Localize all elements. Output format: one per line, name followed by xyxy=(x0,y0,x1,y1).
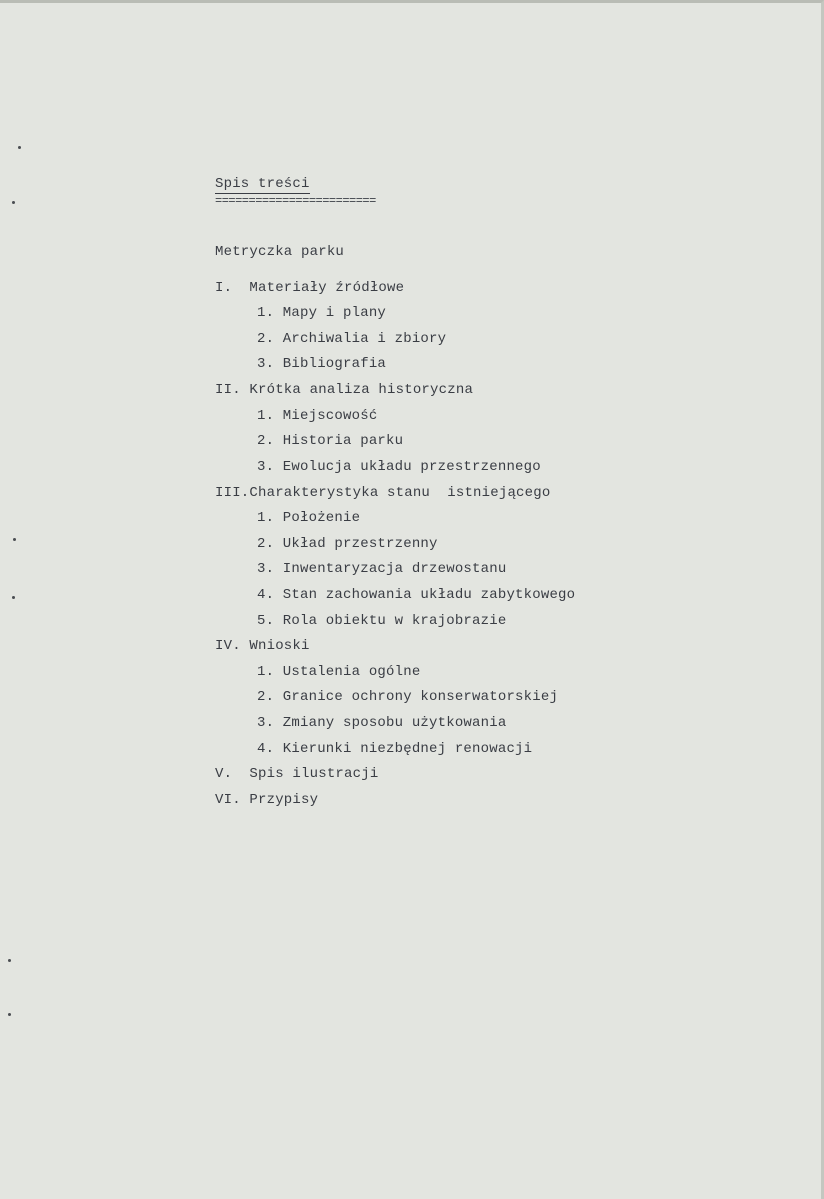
toc-subsection: 2. Archiwalia i zbiory xyxy=(257,331,447,347)
toc-subsection: 2. Granice ochrony konserwatorskiej xyxy=(257,689,559,705)
toc-section: V. Spis ilustracji xyxy=(215,766,379,782)
table-of-contents xyxy=(215,175,576,808)
toc-subsection: 4. Stan zachowania układu zabytkowego xyxy=(257,587,576,603)
toc-section: VI. Przypisy xyxy=(215,792,319,808)
toc-subsection: 5. Rola obiektu w krajobrazie xyxy=(257,613,507,629)
toc-subsection: 3. Inwentaryzacja drzewostanu xyxy=(257,561,507,577)
paper-speck xyxy=(8,1013,11,1016)
toc-subsection: 1. Miejscowość xyxy=(257,408,378,424)
toc-section: I. Materiały źródłowe xyxy=(215,280,405,296)
toc-section: Metryczka parku xyxy=(215,244,345,260)
toc-subsection: 3. Zmiany sposobu użytkowania xyxy=(257,715,507,731)
toc-subsection: 1. Mapy i plany xyxy=(257,305,387,321)
paper-speck xyxy=(13,538,16,541)
toc-subsection: 3. Ewolucja układu przestrzennego xyxy=(257,459,541,475)
paper-speck xyxy=(12,201,15,204)
toc-section: III.Charakterystyka stanu istniejącego xyxy=(215,485,551,501)
toc-title: Spis treści xyxy=(215,176,310,192)
toc-subsection: 1. Ustalenia ogólne xyxy=(257,664,421,680)
toc-subsection: 2. Historia parku xyxy=(257,433,404,449)
toc-subsection: 4. Kierunki niezbędnej renowacji xyxy=(257,741,533,757)
paper-speck xyxy=(12,596,15,599)
paper-speck xyxy=(18,146,21,149)
toc-section: IV. Wnioski xyxy=(215,638,310,654)
paper-speck xyxy=(8,959,11,962)
toc-subsection: 1. Położenie xyxy=(257,510,361,526)
toc-subsection: 3. Bibliografia xyxy=(257,356,387,372)
toc-subsection: 2. Układ przestrzenny xyxy=(257,536,438,552)
toc-title-underline: ======================== xyxy=(215,194,376,208)
toc-section: II. Krótka analiza historyczna xyxy=(215,382,474,398)
